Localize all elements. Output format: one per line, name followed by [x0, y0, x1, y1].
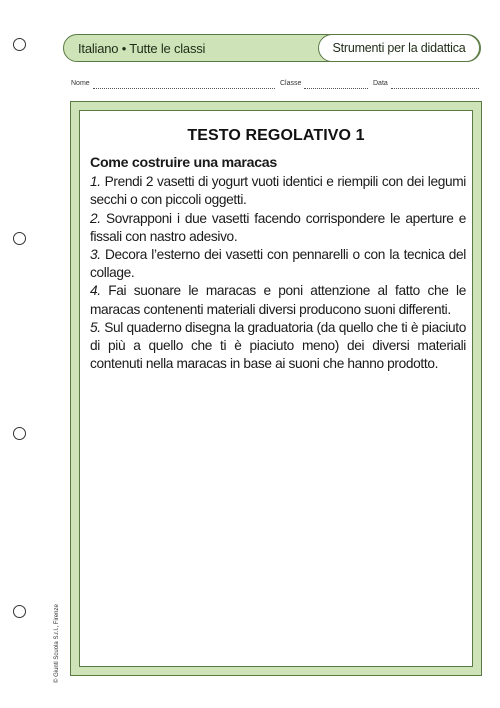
header-bar [63, 34, 481, 62]
step-number: 3. [90, 247, 101, 263]
step-number: 4. [90, 283, 101, 299]
step-text: Decora l’esterno dei vasetti con pennarelli o con la tecnica del collage. [90, 247, 466, 281]
date-label: Data [373, 80, 388, 87]
copyright-notice: © Giunti Scuola S.r.l., Firenze [54, 604, 60, 683]
class-label: Classe [280, 80, 302, 87]
step-text: Prendi 2 vasetti di yogurt vuoti identici e riempili con dei legumi secchi o con piccoli oggetti. [90, 174, 466, 208]
page-title: TESTO REGOLATIVO 1 [187, 127, 365, 144]
worksheet-card [70, 101, 482, 676]
subject-label: Italiano • Tutte le classi [78, 41, 206, 56]
instructions-heading: Come costruire una maracas [90, 155, 277, 171]
date-line[interactable] [391, 88, 479, 89]
binder-hole [13, 38, 26, 51]
student-fields [71, 80, 481, 94]
step-text: Sovrapponi i due vasetti facendo corrispondere le aperture e fissali con nastro adesivo. [90, 210, 467, 244]
step-item [90, 246, 466, 282]
step-item [90, 210, 466, 246]
step-text: Fai suonare le maracas e poni attenzione al fatto che le maracas contenenti materiali diversi producono suoni differenti. [90, 283, 466, 317]
step-item [90, 282, 466, 318]
name-line[interactable] [93, 88, 275, 89]
binder-hole [13, 605, 26, 618]
worksheet-content-area [79, 110, 473, 667]
class-line[interactable] [304, 88, 368, 89]
step-item [90, 173, 466, 209]
step-text: Sul quaderno disegna la graduatoria (da quello che ti è piaciuto di più a quello che ti è piaciuto meno) dei diversi materiali contenuti nella maracas in base ai suoni che hanno prodotto. [90, 319, 467, 372]
step-number: 1. [90, 174, 101, 190]
instructions [90, 154, 466, 373]
step-number: 5. [90, 319, 101, 335]
binder-hole [13, 427, 26, 440]
step-item [90, 319, 466, 374]
step-number: 2. [90, 210, 101, 226]
name-label: Nome [71, 80, 90, 87]
tools-label: Strumenti per la didattica [318, 34, 480, 62]
binder-hole [13, 232, 26, 245]
